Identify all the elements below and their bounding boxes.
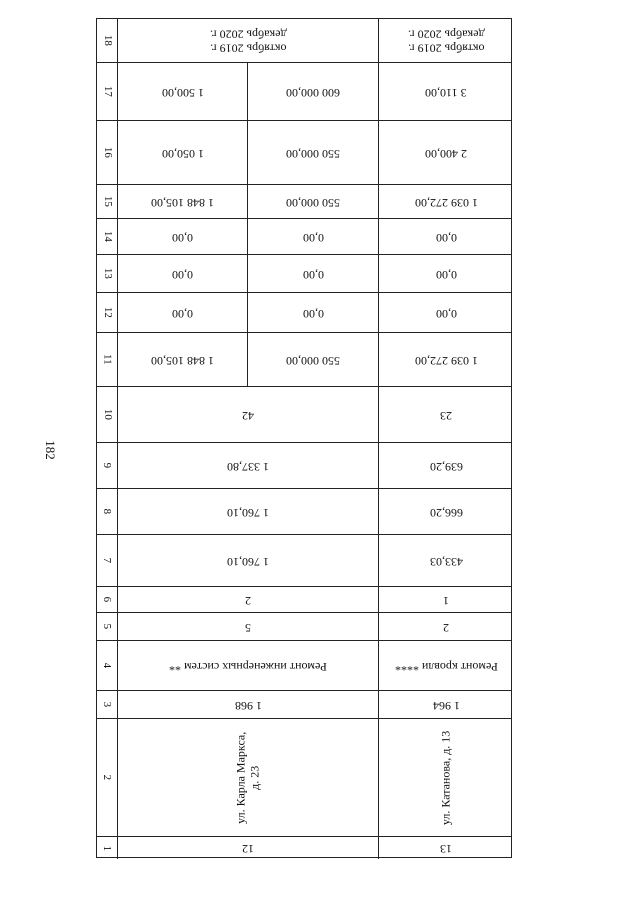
table-cell: 1 039 272,00 bbox=[414, 353, 478, 368]
table-cell: 1 039 272,00 bbox=[414, 195, 478, 210]
table-row-col-12 bbox=[97, 293, 511, 333]
table-cell: 550 000,00 bbox=[286, 353, 340, 368]
table-row-col-8 bbox=[97, 489, 511, 535]
table-cell: 0,00 bbox=[435, 230, 457, 245]
column-number: 18 bbox=[101, 34, 114, 46]
column-number: 2 bbox=[101, 774, 114, 781]
schedule-period bbox=[210, 27, 287, 55]
table-row-col-6 bbox=[97, 587, 511, 613]
work-type: Ремонт инженерных систем ** bbox=[169, 659, 327, 674]
column-number: 13 bbox=[101, 267, 114, 279]
table-row-col-7 bbox=[97, 535, 511, 587]
table-row-col-14 bbox=[97, 219, 511, 255]
table-cell: 666,20 bbox=[429, 505, 463, 520]
table-cell: 0,00 bbox=[172, 267, 193, 282]
table-cell: 5 bbox=[245, 620, 251, 635]
data-table bbox=[96, 18, 512, 858]
work-type: Ремонт кровли **** bbox=[394, 659, 498, 674]
table-row-col-2 bbox=[97, 719, 511, 837]
table-cell: 600 000,00 bbox=[286, 85, 340, 100]
table-cell: 0,00 bbox=[435, 267, 457, 282]
table-row-col-9 bbox=[97, 443, 511, 489]
column-number: 14 bbox=[101, 230, 114, 242]
column-number: 3 bbox=[101, 701, 114, 708]
column-number: 12 bbox=[101, 306, 114, 318]
column-number: 15 bbox=[101, 195, 114, 207]
address: ул. Катанова, д. 13 bbox=[438, 730, 453, 825]
table-row-col-16 bbox=[97, 121, 511, 185]
column-number: 1 bbox=[101, 845, 114, 851]
column-number: 10 bbox=[101, 408, 114, 420]
column-number: 9 bbox=[101, 462, 114, 469]
table-cell: 2 bbox=[443, 620, 449, 635]
table-row-col-3 bbox=[97, 691, 511, 719]
column-number: 4 bbox=[101, 662, 114, 669]
row-number: 13 bbox=[440, 841, 452, 856]
table-cell: 0,00 bbox=[435, 306, 457, 321]
table-cell: 550 000,00 bbox=[286, 146, 340, 161]
table-row-col-4 bbox=[97, 641, 511, 691]
period-start: октябрь 2019 г. bbox=[209, 41, 287, 56]
table-row-col-17 bbox=[97, 63, 511, 121]
table-cell: 1 337,80 bbox=[227, 459, 269, 474]
table-cell: 1 848 105,00 bbox=[151, 195, 214, 210]
row-number: 12 bbox=[242, 841, 254, 856]
table-row-col-13 bbox=[97, 255, 511, 293]
table-cell: 433,03 bbox=[429, 554, 463, 569]
table-cell: 2 400,00 bbox=[425, 146, 467, 161]
table-cell: 0,00 bbox=[302, 230, 324, 245]
address-street: ул. Карла Маркса, bbox=[233, 731, 248, 824]
table-cell: 1 050,00 bbox=[161, 146, 204, 161]
column-number: 8 bbox=[101, 508, 114, 515]
table-cell: 0,00 bbox=[172, 230, 193, 245]
table-cell: 42 bbox=[242, 408, 254, 423]
column-number: 16 bbox=[101, 146, 114, 158]
table-row-col-11 bbox=[97, 333, 511, 387]
table-row-col-10 bbox=[97, 387, 511, 443]
schedule-period bbox=[408, 27, 485, 55]
period-end: декабрь 2020 г. bbox=[209, 27, 287, 42]
table-cell: 0,00 bbox=[302, 267, 324, 282]
column-number: 7 bbox=[101, 557, 114, 564]
table-cell: 0,00 bbox=[172, 306, 193, 321]
table-cell: 639,20 bbox=[429, 459, 463, 474]
build-year: 1 964 bbox=[432, 698, 460, 713]
period-start: октябрь 2019 г. bbox=[407, 41, 485, 56]
table-row-col-5 bbox=[97, 613, 511, 641]
page-number: 182 bbox=[43, 440, 58, 460]
table-cell: 550 000,00 bbox=[286, 195, 340, 210]
address bbox=[234, 731, 262, 823]
period-end: декабрь 2020 г. bbox=[407, 27, 485, 42]
address-house: д. 23 bbox=[247, 765, 261, 790]
table-cell: 1 760,10 bbox=[227, 505, 269, 520]
column-number: 17 bbox=[101, 85, 114, 97]
column-number: 6 bbox=[101, 596, 114, 603]
table-cell: 1 bbox=[443, 593, 449, 608]
column-number: 11 bbox=[101, 354, 114, 365]
table-cell: 0,00 bbox=[302, 306, 324, 321]
table-cell: 1 500,00 bbox=[161, 85, 204, 100]
build-year: 1 968 bbox=[234, 698, 262, 713]
table-cell: 1 760,10 bbox=[227, 554, 269, 569]
table-row-col-15 bbox=[97, 185, 511, 219]
table-row-col-18 bbox=[97, 19, 511, 63]
table-row-col-1 bbox=[97, 837, 511, 859]
table-cell: 3 110,00 bbox=[425, 85, 467, 100]
table-cell: 23 bbox=[440, 408, 452, 423]
table-cell: 2 bbox=[245, 593, 251, 608]
column-number: 5 bbox=[101, 623, 114, 630]
table-cell: 1 848 105,00 bbox=[151, 353, 214, 368]
